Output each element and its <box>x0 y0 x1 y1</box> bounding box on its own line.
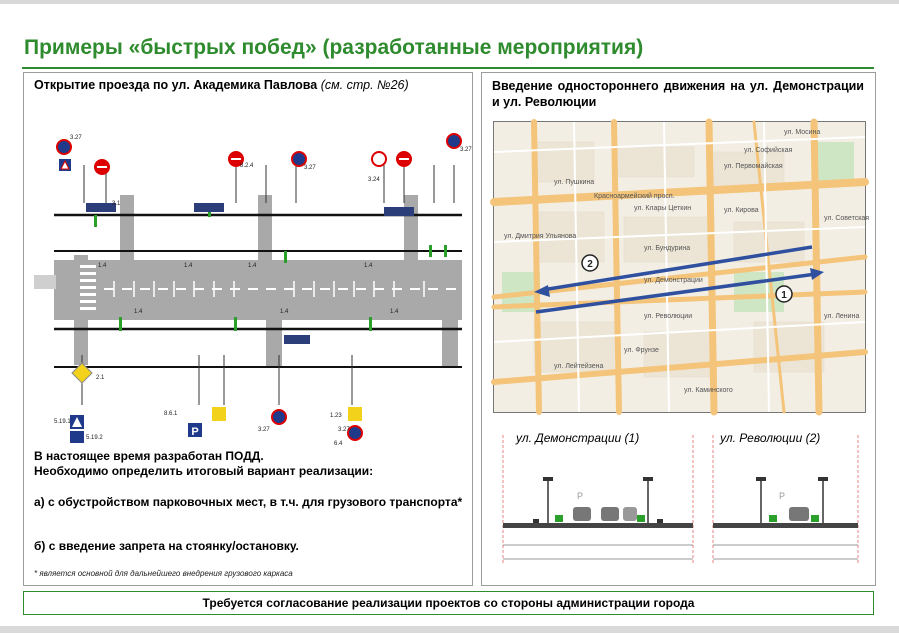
map-street-label: ул. Революции <box>644 313 693 320</box>
street-cross-sections <box>493 425 864 580</box>
plan-label: 2.1 <box>96 375 105 381</box>
city-map <box>493 121 870 413</box>
plan-label: 1.4 <box>280 309 289 315</box>
map-street-label: ул. Каминского <box>684 387 733 394</box>
map-street-label: ул. Лейтейзена <box>554 363 604 370</box>
svg-text:P: P <box>577 491 584 501</box>
svg-text:P: P <box>191 426 199 438</box>
plan-label: 3.24 <box>368 177 380 183</box>
plan-label: 1.4 <box>390 309 399 315</box>
map-street-label: ул. Фрунзе <box>624 347 659 354</box>
section-1-label: ул. Демонстрации (1) <box>516 431 640 445</box>
map-street-label: ул. Клары Цеткин <box>634 205 692 212</box>
map-street-label: ул. Дмитрия Ульянова <box>504 233 577 240</box>
map-street-label: ул. Советская <box>824 215 870 222</box>
option-b-paragraph: б) с введение запрета на стоянку/остановку. <box>34 539 299 553</box>
footer-note: Требуется согласование реализации проектов со стороны администрации города <box>23 591 874 615</box>
map-street-label: ул. Бундурина <box>644 245 691 252</box>
top-decor-bar <box>0 0 899 4</box>
plan-label: 6.4 <box>334 441 343 447</box>
svg-text:2: 2 <box>587 259 593 270</box>
plan-label: 1.23 <box>330 413 342 419</box>
map-street-label: ул. Первомайская <box>724 163 783 170</box>
plan-label: 8.6.1 <box>164 411 178 417</box>
plan-label: 3.27 <box>338 427 350 433</box>
plan-label: 3.27 <box>460 147 472 153</box>
plan-label: 3.27 <box>70 135 82 141</box>
map-street-label: ул. Демонстрации <box>644 277 703 284</box>
cross-section-demonstratsii <box>503 435 693 565</box>
plan-label: 5.19.2 <box>86 435 103 441</box>
map-street-label: ул. Софийская <box>744 147 793 154</box>
plan-label: 3.1 <box>112 201 121 207</box>
route-marker-1 <box>776 286 792 302</box>
map-street-label: ул. Ленина <box>824 313 860 320</box>
option-a-paragraph: а) с обустройством парковочных мест, в т.ч. для грузового транспорта* <box>34 495 463 509</box>
bottom-decor-bar <box>0 626 899 633</box>
plan-label: 1.4 <box>184 263 193 269</box>
right-panel-title: Введение одностороннего движения на ул. Демонстрации и ул. Революции <box>492 79 864 109</box>
right-panel <box>481 72 876 586</box>
plan-label: 1.4 <box>364 263 373 269</box>
plan-label: 3.27 <box>304 165 316 171</box>
footnote: * является основной для дальнейшего внедрения грузового каркаса <box>34 569 293 578</box>
svg-text:1: 1 <box>781 290 787 301</box>
plan-label: 8.2.4 <box>240 163 254 169</box>
status-paragraph: В настоящее время разработан ПОДД. Необходимо определить итоговый вариант реализации: <box>34 449 374 478</box>
section-2-label: ул. Революции (2) <box>720 431 821 445</box>
plan-label: 3.27 <box>258 427 270 433</box>
plan-label: 5.19.1 <box>54 419 71 425</box>
title-underline <box>22 67 874 69</box>
cross-section-revolyutsii <box>713 435 858 565</box>
page-reference: (см. стр. №26) <box>320 78 409 92</box>
svg-text:P: P <box>779 491 786 501</box>
map-street-label: ул. Кирова <box>724 207 759 214</box>
left-panel-title: Открытие проезда по ул. Академика Павлова (см. стр. №26) <box>34 78 409 92</box>
left-panel <box>23 72 473 586</box>
slide-title: Примеры «быстрых побед» (разработанные мероприятия) <box>24 36 644 59</box>
map-street-label: ул. Мосина <box>784 129 821 136</box>
map-street-label: Красноармейский просп. <box>594 193 675 200</box>
plan-label: 1.4 <box>98 263 107 269</box>
plan-label: 1.4 <box>134 309 143 315</box>
plan-label: 1.4 <box>248 263 257 269</box>
road-plan-drawing <box>34 105 472 447</box>
map-street-label: ул. Пушкина <box>554 179 595 186</box>
route-marker-2 <box>582 255 598 271</box>
